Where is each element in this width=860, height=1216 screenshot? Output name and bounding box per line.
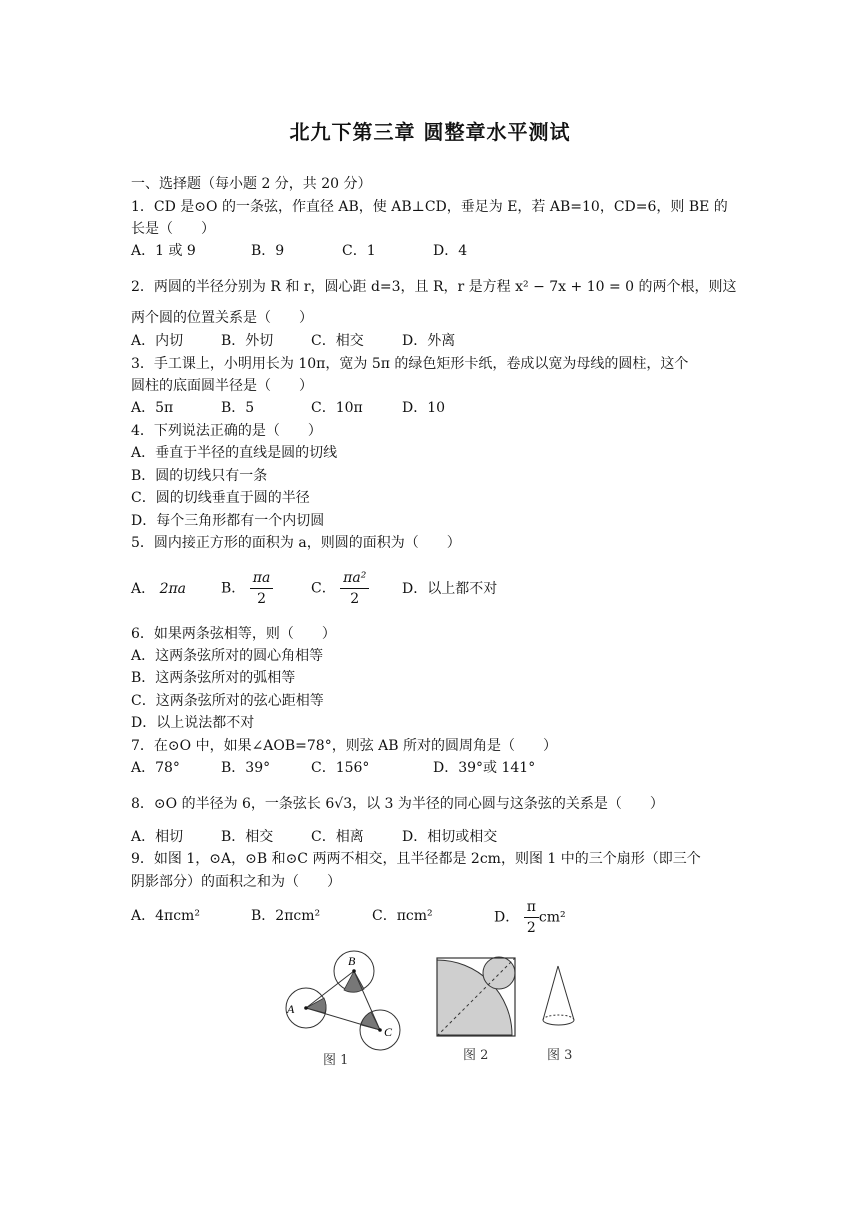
q1-option-d: D．4: [433, 243, 468, 259]
q5-option-a-label: A．: [131, 581, 156, 597]
cone-right-edge: [558, 966, 574, 1020]
q9-option-a: A．4πcm²: [131, 908, 200, 924]
q2-option-c: C．相交: [311, 333, 364, 349]
q5-option-c-label: C．: [311, 580, 336, 597]
q5-option-c-fraction: [340, 568, 369, 609]
q9-stem-line1: 9．如图 1，⊙A，⊙B 和⊙C 两两不相交，且半径都是 2cm，则图 1 中的三个扇形（即三个: [131, 851, 701, 867]
figure-3-caption: 图 3: [547, 1048, 573, 1063]
q9-stem-line2: 阴影部分）的面积之和为（ ）: [131, 874, 341, 890]
cone-base-front: [543, 1020, 574, 1025]
q4-option-d: D．每个三角形都有一个内切圆: [131, 513, 325, 529]
label-a: A: [287, 1002, 295, 1016]
section-heading: 一、选择题（每小题 2 分，共 20 分）: [131, 176, 372, 192]
q2-option-d: D．外离: [402, 333, 456, 349]
q6-option-a: A．这两条弦所对的圆心角相等: [131, 648, 324, 664]
q5-option-b-numerator: πa: [250, 568, 274, 589]
q7-option-a: A．78°: [131, 760, 180, 776]
q1-stem-line1: 1．CD 是⊙O 的一条弦，作直径 AB，使 AB⊥CD，垂足为 E，若 AB=10，CD=6，则 BE 的: [131, 199, 728, 215]
q9-option-d-denominator: 2: [526, 920, 536, 936]
q9-option-c: C．πcm²: [372, 908, 433, 924]
q4-stem: 4．下列说法正确的是（ ）: [131, 423, 322, 439]
q5-option-b-label: B．: [221, 580, 246, 597]
q1-option-b: B．9: [251, 243, 285, 259]
q5-stem: 5．圆内接正方形的面积为 a，则圆的面积为（ ）: [131, 535, 461, 551]
page-title: 北九下第三章 圆整章水平测试: [289, 120, 571, 144]
q4-option-b: B．圆的切线只有一条: [131, 468, 268, 484]
small-circle: [483, 957, 515, 989]
q2-option-b: B．外切: [221, 333, 274, 349]
q8-option-a: A．相切: [131, 829, 184, 845]
q9-option-b: B．2πcm²: [251, 908, 321, 924]
q8-option-b: B．相交: [221, 829, 274, 845]
q1-option-c: C．1: [342, 243, 376, 259]
figure-1-caption: 图 1: [323, 1053, 349, 1068]
figure-3: [536, 960, 586, 1034]
q9-option-d-numerator: π: [524, 897, 539, 918]
q3-option-d: D．10: [402, 400, 446, 416]
q2-stem-line2: 两个圆的位置关系是（ ）: [131, 310, 313, 326]
q6-option-b: B．这两条弦所对的弧相等: [131, 670, 296, 686]
figure-2: [434, 955, 520, 1041]
q5-option-a-value: 2πa: [159, 581, 187, 597]
q3-option-a: A．5π: [131, 400, 174, 416]
q7-option-d: D．39°或 141°: [433, 760, 536, 776]
point-c: [378, 1028, 382, 1032]
q9-option-d-unit: cm²: [538, 909, 566, 926]
q5-option-c: [311, 568, 369, 609]
q2-stem-line1: 2．两圆的半径分别为 R 和 r，圆心距 d=3，且 R，r 是方程 x² − 7x + 10 = 0 的两个根，则这: [131, 279, 737, 295]
q9-option-d: [494, 897, 566, 938]
q9-option-d-label: D．: [494, 909, 520, 926]
q1-stem-line2: 长是（ ）: [131, 221, 215, 237]
q5-option-c-denominator: 2: [350, 591, 360, 607]
q3-stem-line1: 3．手工课上，小明用长为 10π，宽为 5π 的绿色矩形卡纸，卷成以宽为母线的圆柱，这个: [131, 356, 689, 372]
q8-stem: 8．⊙O 的半径为 6，一条弦长 6√3，以 3 为半径的同心圆与这条弦的关系是（ ）: [131, 796, 664, 812]
q3-option-b: B．5: [221, 400, 255, 416]
point-a: [304, 1006, 308, 1010]
q3-stem-line2: 圆柱的底面圆半径是（ ）: [131, 378, 313, 394]
q7-stem: 7．在⊙O 中，如果∠AOB=78°，则弦 AB 所对的圆周角是（ ）: [131, 738, 558, 754]
q4-option-a: A．垂直于半径的直线是圆的切线: [131, 445, 338, 461]
cone-base-back: [543, 1015, 574, 1020]
q5-option-a: [131, 579, 186, 599]
q6-option-d: D．以上说法都不对: [131, 715, 255, 731]
cone-left-edge: [543, 966, 558, 1020]
q1-option-a: A．1 或 9: [131, 243, 196, 259]
figure-2-caption: 图 2: [463, 1048, 489, 1063]
point-b: [352, 969, 356, 973]
q7-option-c: C．156°: [311, 760, 370, 776]
figure-1: [270, 940, 420, 1060]
q5-option-c-numerator: πa²: [340, 568, 369, 589]
q7-option-b: B．39°: [221, 760, 271, 776]
q3-option-c: C．10π: [311, 400, 363, 416]
q5-option-b-fraction: [250, 568, 274, 609]
q6-option-c: C．这两条弦所对的弦心距相等: [131, 693, 324, 709]
label-b: B: [348, 954, 356, 968]
q8-option-d: D．相切或相交: [402, 829, 498, 845]
q8-option-c: C．相离: [311, 829, 364, 845]
label-c: C: [384, 1025, 393, 1039]
q6-stem: 6．如果两条弦相等，则（ ）: [131, 626, 336, 642]
q4-option-c: C．圆的切线垂直于圆的半径: [131, 490, 310, 506]
sector-b: [344, 971, 364, 992]
q2-option-a: A．内切: [131, 333, 184, 349]
q5-option-b: [221, 568, 273, 609]
q9-option-d-fraction: [524, 897, 539, 938]
q5-option-b-denominator: 2: [257, 591, 266, 607]
q5-option-d: D．以上都不对: [402, 581, 498, 597]
